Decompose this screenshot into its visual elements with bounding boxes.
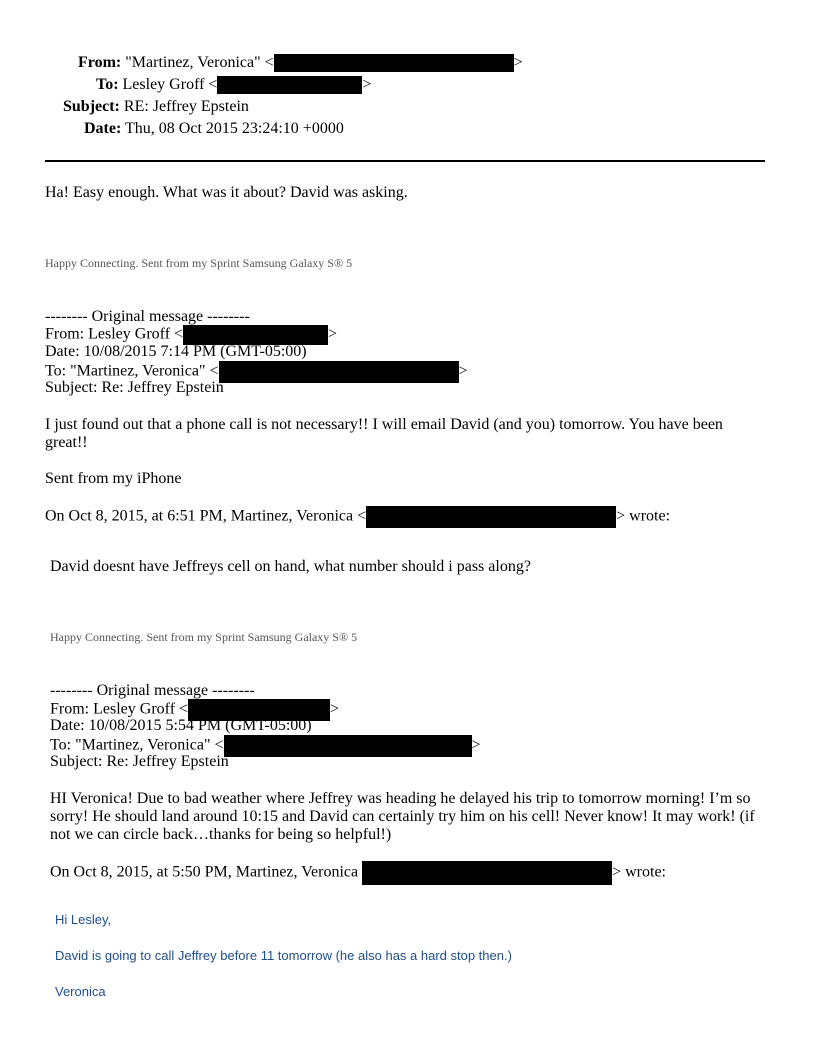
orig2-from-text: From: Lesley Groff <: [50, 700, 189, 718]
reply2-signature: Happy Connecting. Sent from my Sprint Samsung Galaxy S® 5: [50, 630, 358, 644]
reply1-body: Ha! Easy enough. What was it about? David was asking.: [45, 184, 408, 201]
redaction-bar: [366, 506, 616, 528]
from-value: "Martinez, Veronica" <: [125, 54, 274, 71]
orig2-wrote-prefix: On Oct 8, 2015, at 5:50 PM, Martinez, Veronica: [50, 863, 359, 881]
quoted-signoff: Veronica: [55, 984, 106, 999]
orig2-from-close: >: [330, 700, 340, 718]
orig1-to-text: To: "Martinez, Veronica" <: [45, 362, 219, 380]
orig1-sent-from: Sent from my iPhone: [45, 470, 182, 487]
quoted-line: David is going to call Jeffrey before 11 tomorrow (he also has a hard stop then.): [55, 948, 512, 963]
from-label: From:: [78, 54, 122, 71]
orig2-to-text: To: "Martinez, Veronica" <: [50, 736, 224, 754]
date-value: Thu, 08 Oct 2015 23:24:10 +0000: [125, 120, 344, 137]
quoted-greeting: Hi Lesley,: [55, 912, 112, 927]
orig1-divider: -------- Original message --------: [45, 308, 250, 325]
orig2-wrote-line: [50, 861, 666, 885]
header-divider: [45, 160, 765, 162]
orig1-wrote-suffix: > wrote:: [616, 507, 671, 525]
from-row: [78, 52, 523, 74]
orig2-subject: Subject: Re: Jeffrey Epstein: [50, 753, 229, 770]
to-close: >: [362, 76, 372, 93]
date-row: [84, 118, 344, 140]
subject-value: RE: Jeffrey Epstein: [123, 98, 249, 115]
from-close: >: [513, 54, 523, 71]
orig2-body: HI Veronica! Due to bad weather where Jeffrey was heading he delayed his trip to tomorrow morning! I’m so sorry! He should land around 10:15 and David can certainly try him on his cell! Never know! It may work! (if not we can circle back…thanks for being so helpful!): [50, 790, 755, 843]
orig1-body: I just found out that a phone call is not necessary!! I will email David (and you) tomorrow. You have been great!!: [45, 416, 723, 451]
orig2-to-close: >: [471, 736, 481, 754]
orig2-date: Date: 10/08/2015 5:54 PM (GMT-05:00): [50, 717, 312, 734]
orig1-subject: Subject: Re: Jeffrey Epstein: [45, 379, 224, 396]
orig1-from-close: >: [328, 325, 338, 343]
redaction-bar: [362, 861, 612, 885]
redaction-bar: [183, 325, 328, 345]
redaction-bar: [274, 54, 514, 72]
orig2-divider: -------- Original message --------: [50, 682, 255, 699]
redaction-bar: [224, 735, 472, 757]
orig1-wrote-prefix: On Oct 8, 2015, at 6:51 PM, Martinez, Veronica <: [45, 507, 367, 525]
to-row: [96, 74, 371, 96]
to-label: To:: [96, 76, 119, 93]
to-value: Lesley Groff <: [122, 76, 218, 93]
reply1-signature: Happy Connecting. Sent from my Sprint Samsung Galaxy S® 5: [45, 256, 353, 270]
redaction-bar: [219, 361, 459, 383]
date-label: Date:: [84, 120, 122, 137]
orig1-date: Date: 10/08/2015 7:14 PM (GMT-05:00): [45, 343, 307, 360]
orig1-from: [45, 325, 337, 345]
orig1-wrote-line: [45, 506, 670, 528]
orig1-to-close: >: [458, 362, 468, 380]
orig1-from-text: From: Lesley Groff <: [45, 325, 184, 343]
redaction-bar: [217, 76, 362, 94]
reply2-body: David doesnt have Jeffreys cell on hand, what number should i pass along?: [50, 558, 531, 575]
subject-label: Subject:: [63, 98, 120, 115]
subject-row: [63, 96, 249, 118]
orig2-wrote-suffix: > wrote:: [612, 863, 666, 881]
